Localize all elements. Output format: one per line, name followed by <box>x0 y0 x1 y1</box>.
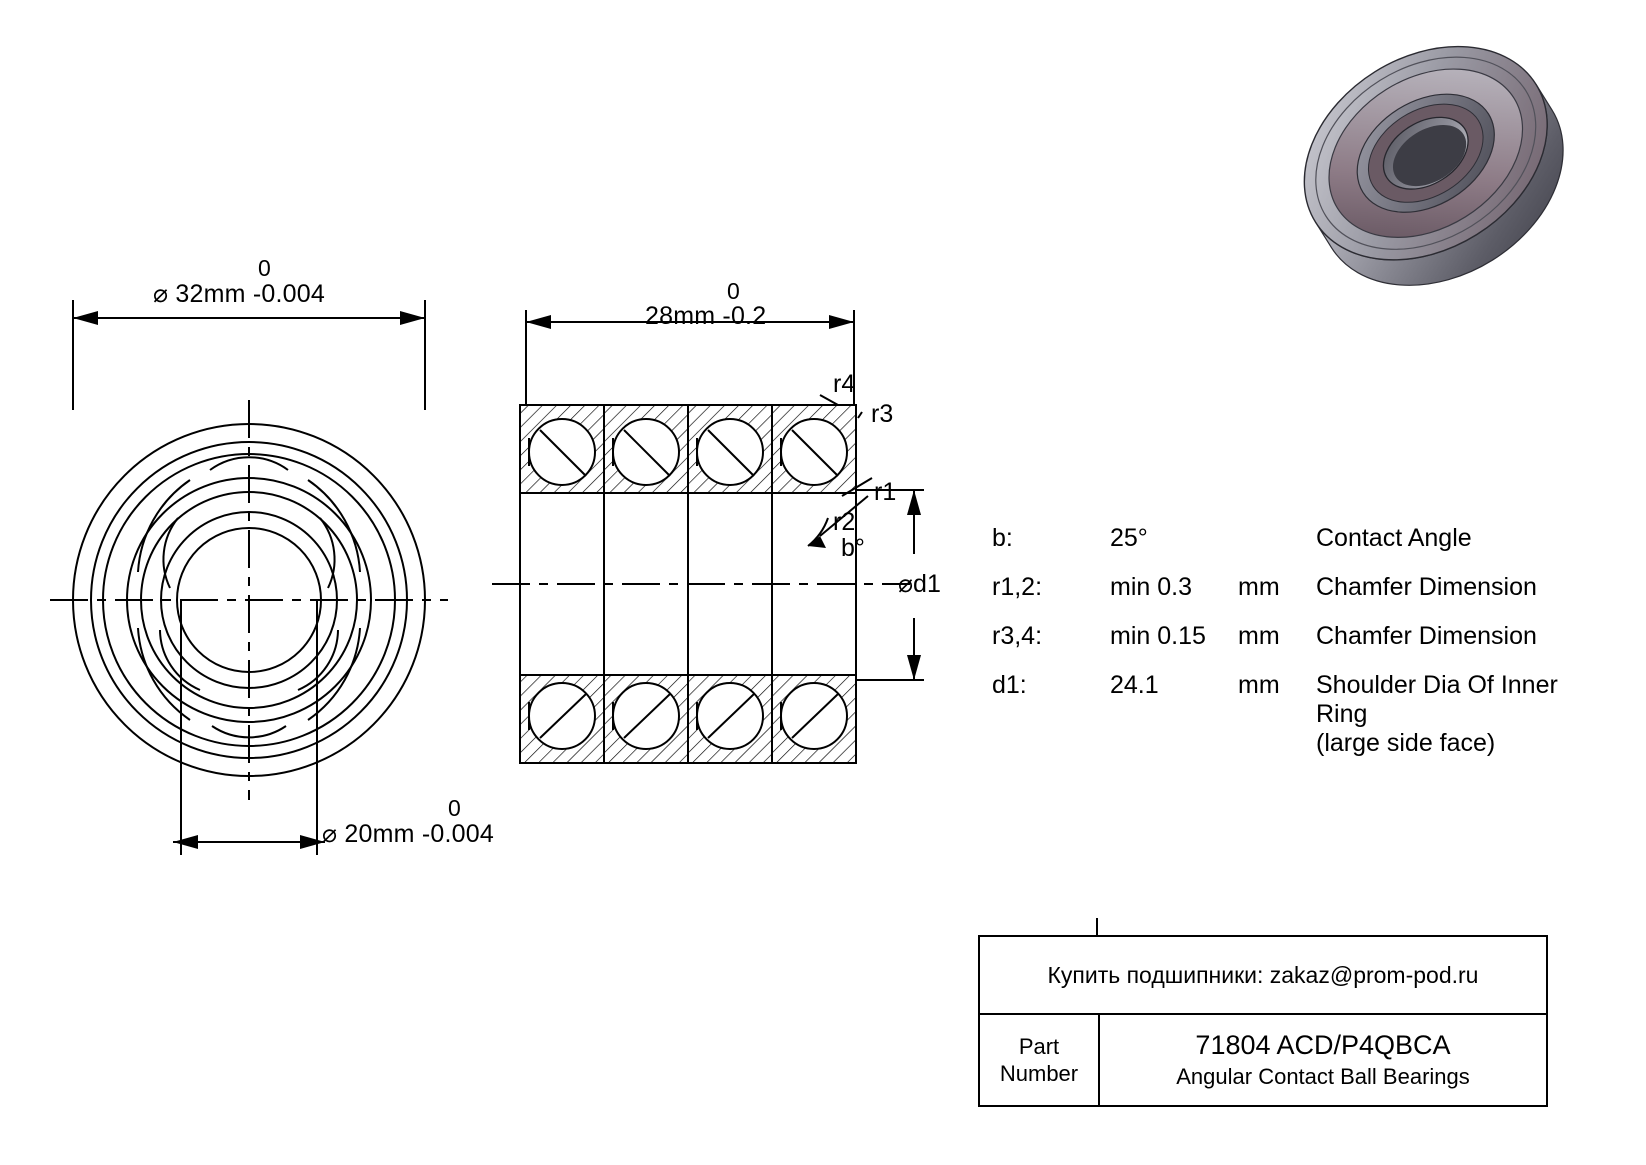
od-value: 32mm <box>175 280 246 308</box>
part-number-value-block <box>1100 1015 1546 1105</box>
spec-description: Chamfer Dimension <box>1316 622 1537 650</box>
bore-value: 20mm <box>344 820 415 848</box>
callout-r4: r4 <box>833 370 856 398</box>
bore-tolerance-upper: 0 <box>448 795 461 821</box>
title-block-contact-row <box>980 937 1546 1015</box>
spec-row-chamfer-r34 <box>992 622 1572 651</box>
spec-description: Contact Angle <box>1316 524 1472 552</box>
width-tolerance-lower: -0.2 <box>722 302 767 330</box>
title-block <box>978 935 1548 1107</box>
spec-value: 24.1 <box>1110 671 1159 699</box>
od-tolerance-upper: 0 <box>258 255 271 281</box>
spec-description-line2: (large side face) <box>1316 728 1496 757</box>
part-label-line1: Part <box>1018 1033 1060 1059</box>
title-block-tick <box>1096 918 1098 936</box>
part-description: Angular Contact Ball Bearings <box>1176 1064 1470 1090</box>
callout-r3: r3 <box>871 400 894 428</box>
callout-r1: r1 <box>874 478 897 506</box>
spec-description: Chamfer Dimension <box>1316 573 1537 601</box>
title-block-part-row <box>980 1015 1546 1105</box>
specification-table <box>992 524 1572 777</box>
spec-value: min 0.3 <box>1110 573 1192 601</box>
spec-row-contact-angle <box>992 524 1572 553</box>
callout-b-angle: b° <box>841 534 865 562</box>
bearing-3d-render <box>1240 20 1620 300</box>
spec-value: 25° <box>1110 524 1148 552</box>
section-view-drawing <box>490 300 960 800</box>
spec-unit: mm <box>1238 622 1280 650</box>
spec-row-chamfer-r12 <box>992 573 1572 602</box>
spec-unit: mm <box>1238 671 1280 699</box>
bore-symbol: ⌀ <box>322 820 338 848</box>
width-dimension-text <box>645 302 766 331</box>
part-number: 71804 ACD/P4QBCA <box>1195 1030 1451 1061</box>
spec-symbol: b: <box>992 524 1013 552</box>
contact-text: Купить подшипники: zakaz@prom-pod.ru <box>1047 961 1479 988</box>
spec-unit: mm <box>1238 573 1280 601</box>
width-value: 28mm <box>645 302 716 330</box>
spec-description-block <box>1316 671 1572 757</box>
bore-dimension-text <box>322 819 494 849</box>
callout-d1: ⌀d1 <box>898 570 941 598</box>
width-tolerance-upper: 0 <box>727 278 740 304</box>
spec-symbol: d1: <box>992 671 1027 699</box>
od-symbol: ⌀ <box>153 280 169 308</box>
part-label-line2: Number <box>999 1061 1079 1086</box>
od-dimension-text <box>153 279 325 309</box>
bore-tolerance-lower: -0.004 <box>421 820 494 848</box>
spec-symbol: r3,4: <box>992 622 1043 650</box>
spec-symbol: r1,2: <box>992 573 1043 601</box>
spec-value: min 0.15 <box>1110 622 1206 650</box>
part-number-label <box>980 1015 1100 1105</box>
spec-description-line1: Shoulder Dia Of Inner Ring <box>1316 671 1558 728</box>
front-view-drawing <box>40 270 500 890</box>
od-tolerance-lower: -0.004 <box>252 280 325 308</box>
callout-r2: r2 <box>833 508 856 536</box>
spec-row-shoulder-dia <box>992 671 1572 757</box>
